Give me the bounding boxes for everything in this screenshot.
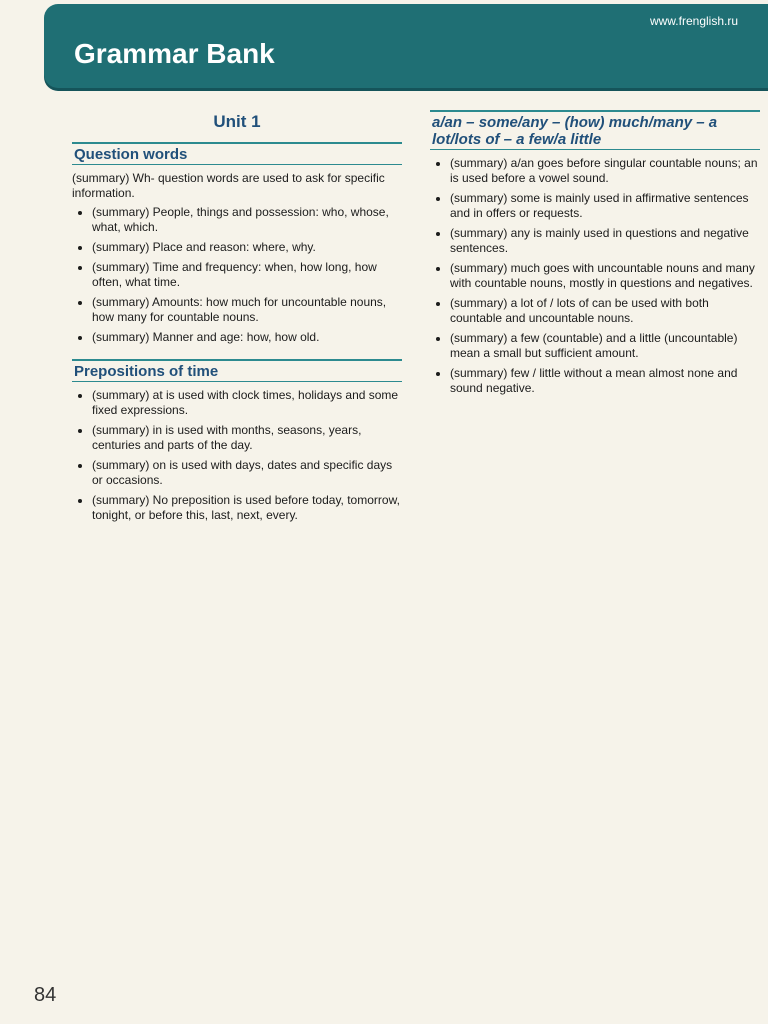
list-item: • (summary) Manner and age: how, how old. — [92, 330, 402, 345]
list-item: • (summary) few / little without a mean almost none and sound negative. — [450, 366, 760, 396]
list-item: • (summary) on is used with days, dates and specific days or occasions. — [92, 458, 402, 488]
unit-title: Unit 1 — [213, 112, 261, 131]
list-item: • (summary) Place and reason: where, why. — [92, 240, 402, 255]
prepositions-list — [72, 388, 402, 523]
list-item: • (summary) at is used with clock times, holidays and some fixed expressions. — [92, 388, 402, 418]
website-label: www.frenglish.ru — [649, 14, 738, 28]
list-item: • (summary) some is mainly used in affirmative sentences and in offers or requests. — [450, 191, 760, 221]
right-column — [430, 110, 760, 401]
left-column — [72, 110, 402, 528]
list-item: • (summary) any is mainly used in questions and negative sentences. — [450, 226, 760, 256]
question-words-intro: (summary) Wh- question words are used to ask for specific information. — [72, 171, 385, 200]
question-words-list — [72, 205, 402, 345]
list-item: • (summary) a/an goes before singular countable nouns; an is used before a vowel sound. — [450, 156, 760, 186]
list-item: • (summary) Amounts: how much for uncountable nouns, how many for countable nouns. — [92, 295, 402, 325]
quantifiers-list — [430, 156, 760, 396]
header-banner — [44, 4, 768, 88]
list-item: • (summary) People, things and possession: who, whose, what, which. — [92, 205, 402, 235]
list-item: • (summary) No preposition is used before today, tomorrow, tonight, or before this, last, next, every. — [92, 493, 402, 523]
section-heading-quantifiers: a/an – some/any – (how) much/many – a lot/lots of – a few/a little — [430, 110, 760, 150]
section-heading-prepositions: Prepositions of time — [72, 359, 402, 382]
list-item: • (summary) a few (countable) and a little (uncountable) mean a small but sufficient amount. — [450, 331, 760, 361]
list-item: • (summary) a lot of / lots of can be used with both countable and uncountable nouns. — [450, 296, 760, 326]
section-heading-question-words: Question words — [72, 142, 402, 165]
list-item: • (summary) much goes with uncountable nouns and many with countable nouns, mostly in questions and negatives. — [450, 261, 760, 291]
list-item: • (summary) Time and frequency: when, how long, how often, what time. — [92, 260, 402, 290]
list-item: • (summary) in is used with months, seasons, years, centuries and parts of the day. — [92, 423, 402, 453]
page-number: 84 — [34, 984, 57, 1006]
page-title: Grammar Bank — [74, 38, 275, 69]
